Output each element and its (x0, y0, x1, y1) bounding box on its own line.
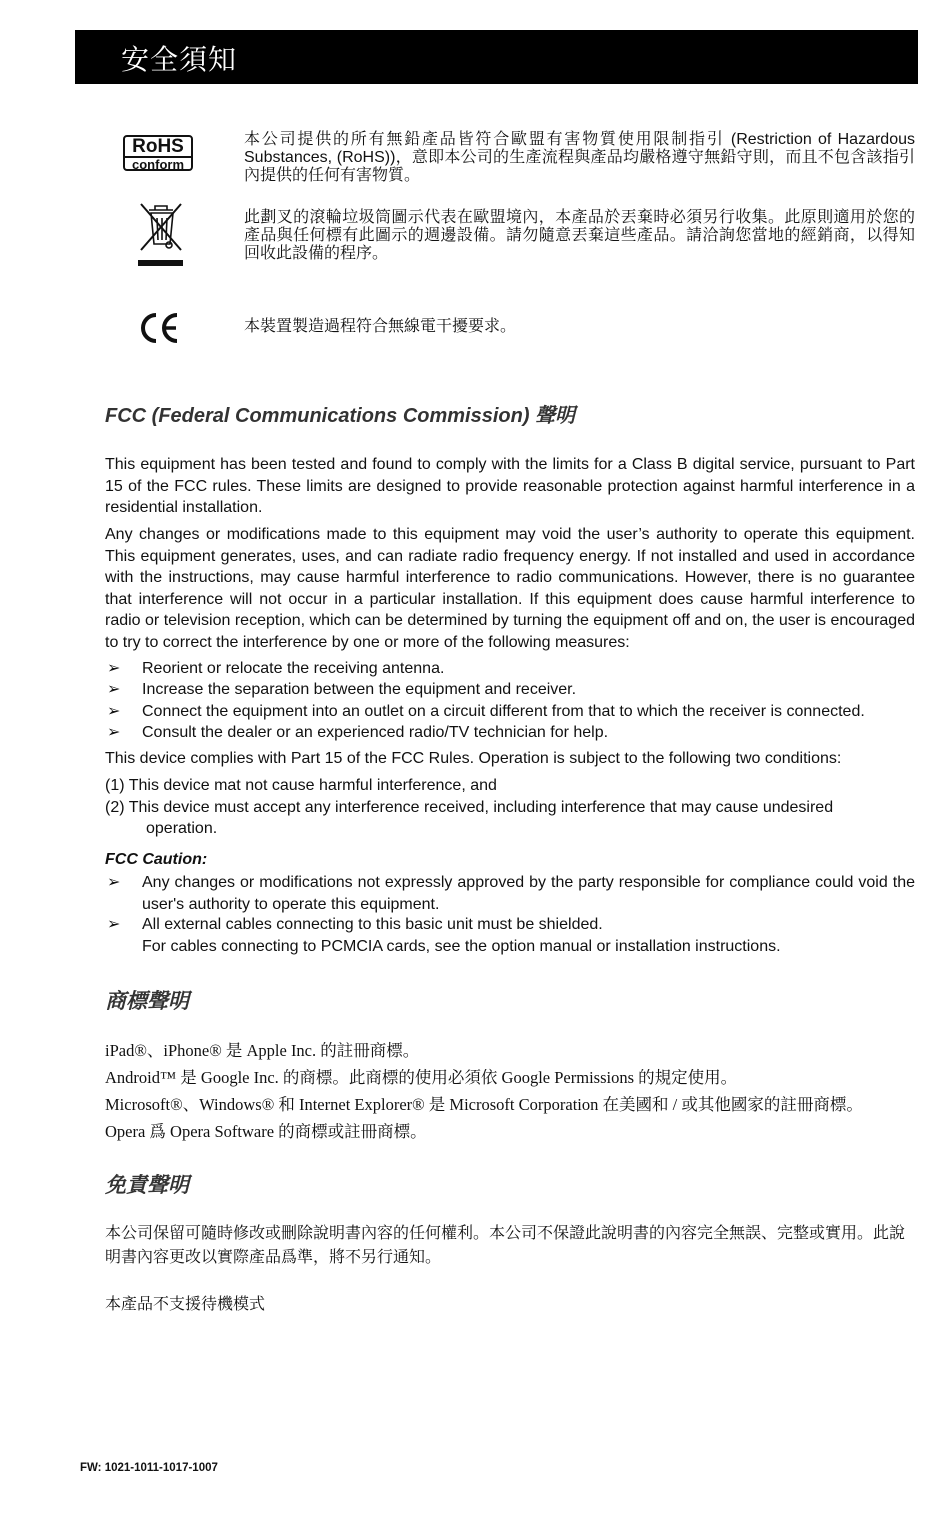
condition-2: (2) This device must accept any interference received, including interference that may cause undesired (105, 799, 834, 816)
measure-text: Consult the dealer or an experienced radio/TV technician for help. (142, 724, 609, 741)
arrow-bullet-icon: ➢ (107, 724, 121, 741)
standby-note: 本產品不支援待機模式 (105, 1296, 266, 1313)
header-bar (75, 30, 918, 84)
caution-text: Any changes or modifications not expressly approved by the party responsible for compliance could void the user's authority to operate this equipment. (142, 874, 915, 913)
disclaimer-text: 本公司保留可隨時修改或刪除說明書內容的任何權利。本公司不保證此說明書的內容完全無誤、完整或實用。此說明書內容更改以實際產品爲準，將不另行通知。 (105, 1225, 906, 1266)
caution-text-continued: For cables connecting to PCMCIA cards, see the option manual or installation instructions. (142, 938, 781, 955)
trademark-line: Microsoft®、Windows® 和 Internet Explorer® 是 Microsoft Corporation 在美國和 / 或其他國家的註冊商標。 (105, 1095, 863, 1114)
ce-notice (105, 308, 915, 348)
fcc-caution-label: FCC Caution: (105, 851, 208, 868)
arrow-bullet-icon: ➢ (107, 916, 121, 933)
arrow-bullet-icon: ➢ (107, 703, 121, 720)
caution-text: All external cables connecting to this basic unit must be shielded. (142, 916, 603, 933)
disclaimer-heading: 免責聲明 (105, 1172, 189, 1197)
crossed-bin-icon (135, 200, 187, 273)
trademark-line: Android™ 是 Google Inc. 的商標。此商標的使用必須依 Google Permissions 的規定使用。 (105, 1068, 738, 1087)
fcc-paragraph-2: Any changes or modifications made to this equipment may void the user’s authority to operate this equipment. This equipment generates, uses, and can radiate radio frequency energy. If not installed and used in accordance with the instructions, may cause harmful interference to radio communications. However, there is no guarantee that interference will not occur in a particular installation. If this equipment does cause harmful interference to radio or television reception, which can be determined by turning the equipment off and on, the user is encouraged to try to correct the interference by one or more of the following measures: (105, 526, 915, 651)
firmware-version: FW: 1021-1011-1017-1007 (80, 1462, 218, 1474)
measure-text: Connect the equipment into an outlet on a circuit different from that to which the receiver is connected. (142, 703, 865, 720)
page-title: 安全須知 (121, 43, 238, 76)
arrow-bullet-icon: ➢ (107, 874, 121, 891)
trademark-line: Opera 爲 Opera Software 的商標或註冊商標。 (105, 1122, 427, 1141)
rohs-text: 本公司提供的所有無鉛產品皆符合歐盟有害物質使用限制指引 (Restriction of Hazardous Substances, (RoHS))，意即本公司的生產流程與產品均嚴格遵守無鉛守則，而且不包含該指引內提供的任何有害物質。 (244, 131, 915, 184)
ce-text: 本裝置製造過程符合無線電干擾要求。 (244, 318, 517, 335)
fcc-heading: FCC (Federal Communications Commission) 聲明 (105, 405, 576, 427)
ce-mark-icon (137, 310, 183, 351)
rohs-icon-top: RoHS (132, 136, 184, 157)
measure-text: Increase the separation between the equipment and receiver. (142, 681, 577, 698)
weee-notice (105, 200, 915, 270)
rohs-icon (123, 135, 193, 171)
weee-text: 此劃叉的滾輪垃圾筒圖示代表在歐盟境內，本產品於丟棄時必須另行收集。此原則適用於您的產品與任何標有此圖示的週邊設備。請勿隨意丟棄這些產品。請洽詢您當地的經銷商，以得知回收此設備的程序。 (244, 209, 915, 262)
measure-text: Reorient or relocate the receiving antenna. (142, 660, 445, 677)
rohs-notice (105, 131, 915, 191)
fcc-paragraph-1: This equipment has been tested and found to comply with the limits for a Class B digital service, pursuant to Part 15 of the FCC rules. These limits are designed to provide reasonable protection against harmful interference in a residential installation. (105, 456, 915, 516)
condition-2-continued: operation. (146, 820, 218, 837)
condition-1: (1) This device mat not cause harmful interference, and (105, 777, 497, 794)
trademark-line: iPad®、iPhone® 是 Apple Inc. 的註冊商標。 (105, 1041, 420, 1060)
fcc-complies: This device complies with Part 15 of the FCC Rules. Operation is subject to the following two conditions: (105, 750, 842, 767)
arrow-bullet-icon: ➢ (107, 681, 121, 698)
rohs-icon-bottom: conform (125, 156, 191, 171)
trademark-heading: 商標聲明 (105, 988, 189, 1013)
arrow-bullet-icon: ➢ (107, 660, 121, 677)
